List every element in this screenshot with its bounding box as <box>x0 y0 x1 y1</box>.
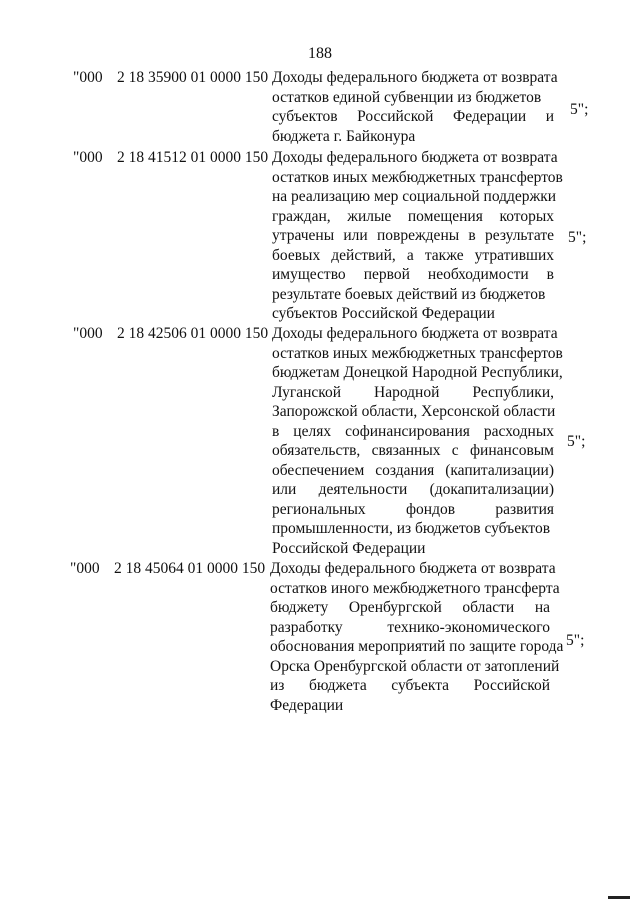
description-line: на реализацию мер социальной поддержки <box>272 188 557 205</box>
description-line: остатков иного межбюджетного трансферта <box>270 579 560 597</box>
income-description <box>272 148 563 324</box>
description-line: Доходы федерального бюджета от возврата <box>272 69 558 86</box>
page-number: 188 <box>308 45 332 62</box>
income-description <box>270 559 564 715</box>
norm-value: 5"; <box>570 101 589 118</box>
code-prefix: "000 <box>73 69 103 86</box>
description-line: Запорожской области, Херсонской области <box>272 403 556 420</box>
description-line: Федерации <box>270 696 344 714</box>
code-prefix: "000 <box>73 325 103 342</box>
scan-edge-mark <box>608 896 630 899</box>
classification-code: 2 18 45064 01 0000 150 <box>114 560 266 577</box>
description-line: бюджетам Донецкой Народной Республики, <box>272 364 563 381</box>
description-line: остатков иных межбюджетных трансфертов <box>272 344 563 362</box>
description-line: утрачены или повреждены в результате <box>272 227 554 244</box>
description-line: остатков единой субвенции из бюджетов <box>272 88 542 106</box>
description-line: бюджету Оренбургской области на <box>270 599 550 616</box>
description-line: обязательств, связанных с финансовым <box>272 442 554 459</box>
description-line: Доходы федерального бюджета от возврата <box>272 149 558 166</box>
description-line: региональных фондов развития <box>272 500 554 518</box>
norm-value: 5"; <box>566 632 585 649</box>
income-description <box>272 68 558 146</box>
classification-code: 2 18 41512 01 0000 150 <box>117 149 269 166</box>
description-line: в целях софинансирования расходных <box>272 422 554 440</box>
description-line: остатков иных межбюджетных трансфертов <box>272 168 563 186</box>
description-line: субъектов Российской Федерации и <box>272 108 554 125</box>
description-line: Доходы федерального бюджета от возврата <box>270 560 556 577</box>
description-line: граждан, жилые помещения которых <box>272 207 554 225</box>
description-line: боевых действий, а также утративших <box>272 246 554 264</box>
norm-value: 5"; <box>567 433 586 450</box>
classification-code: 2 18 35900 01 0000 150 <box>117 69 269 86</box>
description-line: Российской Федерации <box>272 539 426 557</box>
code-prefix: "000 <box>73 149 103 166</box>
description-line: Орска Оренбургской области от затоплений <box>270 657 560 675</box>
description-line: Доходы федерального бюджета от возврата <box>272 325 558 342</box>
description-line: имущество первой необходимости в <box>272 266 554 283</box>
description-line: промышленности, из бюджетов субъектов <box>272 520 551 537</box>
description-line: бюджета г. Байконура <box>272 127 416 145</box>
description-line: субъектов Российской Федерации <box>272 305 495 322</box>
description-line: обеспечением создания (капитализации) <box>272 461 554 479</box>
code-prefix: "000 <box>70 560 100 577</box>
description-line: разработку технико-экономического <box>270 618 550 636</box>
classification-code: 2 18 42506 01 0000 150 <box>117 325 269 342</box>
description-line: из бюджета субъекта Российской <box>270 677 550 694</box>
description-line: Луганской Народной Республики, <box>272 383 554 401</box>
income-description <box>272 324 563 558</box>
description-line: или деятельности (докапитализации) <box>272 481 554 498</box>
description-line: обоснования мероприятий по защите города <box>270 638 564 655</box>
norm-value: 5"; <box>568 229 587 246</box>
description-line: результате боевых действий из бюджетов <box>272 285 546 303</box>
